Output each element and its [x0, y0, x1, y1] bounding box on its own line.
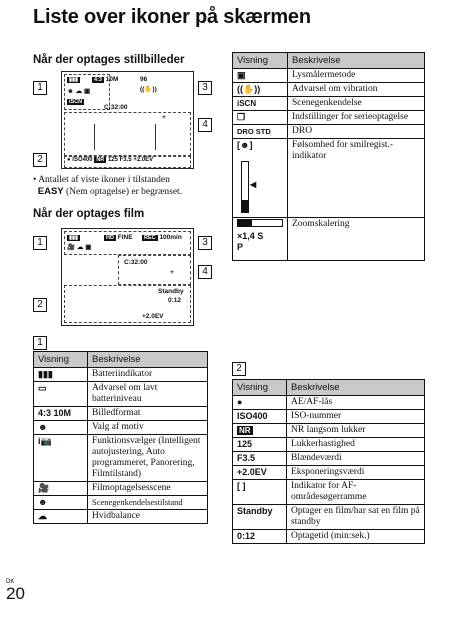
- table-row: 🎥 Filmoptagelsesscene: [34, 482, 208, 496]
- scene-recog-mode-icon: ☻: [34, 496, 88, 510]
- scene-select-icon: ☻: [34, 421, 88, 435]
- icon-table-right-top: [232, 52, 425, 261]
- table-row: Standby Optager en film/har sat en film på standby: [233, 505, 425, 530]
- table-row: ((✋)) Advarsel om vibration: [233, 83, 425, 97]
- zoom-bar-icon: [237, 219, 283, 227]
- movie-scene-icon: 🎥 ☁ ▣: [67, 244, 92, 251]
- table-row: ×1,4 S P Zoomskalering: [233, 218, 425, 261]
- zoom-scale-icon: ×1,4: [237, 231, 255, 241]
- callout-1: 1: [33, 81, 47, 95]
- movie-heading: Når der optages film: [33, 208, 145, 220]
- timer-display: C:32:00: [104, 104, 128, 111]
- table-row: 125 Lukkerhastighed: [233, 438, 425, 452]
- still-note: • Antallet af viste ikoner i tilstanden EASY (Nem optagelse) er begrænset.: [33, 175, 183, 197]
- section-2-label: 2: [232, 362, 246, 376]
- nr-icon: NR: [239, 426, 251, 435]
- table-row: ☻ Scenegenkendelsestilstand: [34, 496, 208, 510]
- page-lang: DK: [6, 579, 15, 585]
- mode-dial-icon: i📷: [34, 435, 88, 482]
- icon-table-left: Visning Beskrivelse ▮▮▮ Batteriindikator ▭ Advarsel om lavt batteriniveau 4:3 10M Billedformat ☻ Valg af motiv i📷 Funktionsvælger (Intelligent autojustering, Auto programmeret, Panorering, Filmtilstand) 🎥 Filmoptagelsesscene ☻ Scenegenkendelsestilstand ☁ Hvidbalance: [33, 351, 208, 524]
- metering-icon: ▣: [233, 69, 288, 83]
- still-screen-diagram: ▮▮▮ 4:3 10M ☻ ☁ ▣ iSCN 96 ((✋)) C:32:00 + ● ISO400 NR 125 F3.5 +2.0EV: [61, 71, 194, 169]
- table-row: 0:12 Optagetid (min:sek.): [233, 530, 425, 544]
- movie-callout-1: 1: [33, 236, 47, 250]
- movie-callout-3: 3: [198, 236, 212, 250]
- white-balance-icon: ☁: [34, 510, 88, 524]
- still-heading: Når der optages stillbilleder: [33, 54, 185, 66]
- icon-table-right-bottom: Visning Beskrivelse ● AE/AF-lås ISO400 ISO-nummer NR NR langsom lukker 125 Lukkerhastighed F3.5 Blændeværdi +2.0EV Eksponeringsværdi [ ] Indikator for AF-områdesøgerramme Standby Optager en film/har sat en film på standby 0:12 Optagetid (min:sek.): [232, 379, 425, 544]
- scene-recognition-icon: iSCN: [233, 97, 288, 111]
- smile-meter-icon: [241, 161, 249, 213]
- movie-callout-2: 2: [33, 298, 47, 312]
- table-row: ☻ Valg af motiv: [34, 421, 208, 435]
- page-number: 20: [6, 584, 25, 603]
- table-row: ● AE/AF-lås: [233, 396, 425, 410]
- table-row: +2.0EV Eksponeringsværdi: [233, 466, 425, 480]
- callout-3: 3: [198, 81, 212, 95]
- table-row: ▮▮▮ Batteriindikator: [34, 368, 208, 382]
- table-row: ☁ Hvidbalance: [34, 510, 208, 524]
- vibration-icon: ((✋)): [140, 86, 157, 93]
- table-row: 4:3 10M Billedformat: [34, 407, 208, 421]
- movie-scene-icon: 🎥: [34, 482, 88, 496]
- movie-screen-diagram: ▮▮▮ HD FINE REC 100min 🎥 ☁ ▣ C:32:00 + Standby 0:12 +2.0EV: [61, 228, 194, 326]
- af-frame: [94, 124, 156, 150]
- image-size-icon: 4:3 10M: [34, 407, 88, 421]
- table-row: NR NR langsom lukker: [233, 424, 425, 438]
- table-row: ▭ Advarsel om lavt batteriniveau: [34, 382, 208, 407]
- burst-icon: ❐: [233, 111, 288, 125]
- page-title: Liste over ikoner på skærmen: [33, 6, 311, 28]
- callout-2: 2: [33, 153, 47, 167]
- count-display: 96: [140, 76, 148, 83]
- standby-label: Standby: [158, 288, 184, 295]
- ae-af-lock-icon: ●: [233, 396, 287, 410]
- table-row: iSCN Scenegenkendelse: [233, 97, 425, 111]
- section-1-label: 1: [33, 336, 47, 350]
- table-row: ISO400 ISO-nummer: [233, 410, 425, 424]
- movie-timer: C:32:00: [124, 259, 148, 266]
- movie-callout-4: 4: [198, 265, 212, 279]
- col-visning: Visning: [233, 53, 288, 69]
- callout-4: 4: [198, 118, 212, 132]
- battery-icon: ▮▮▮: [69, 77, 79, 83]
- ev-top: +: [162, 114, 166, 121]
- table-row: [ ] Indikator for AF-områdesøgerramme: [233, 480, 425, 505]
- smile-icon: [☻]: [237, 140, 253, 150]
- table-row: F3.5 Blændeværdi: [233, 452, 425, 466]
- rec-time: 0:12: [168, 297, 182, 304]
- table-row: i📷 Funktionsvælger (Intelligent autojustering, Auto programmeret, Panorering, Filmtilstand): [34, 435, 208, 482]
- battery-icon: ▮▮▮: [34, 368, 88, 382]
- low-battery-icon: ▭: [34, 382, 88, 407]
- scene-icon: ☻ ☁ ▣: [67, 88, 91, 95]
- dro-icon: DRO STD: [233, 125, 288, 139]
- movie-ev: +2.0EV: [142, 313, 164, 320]
- col-beskrivelse: Beskrivelse: [288, 53, 425, 69]
- af-frame-icon: [ ]: [233, 480, 287, 505]
- vibration-warning-icon: ((✋)): [233, 83, 288, 97]
- table-row: DRO STD DRO: [233, 125, 425, 139]
- table-row: [☻] ◀ Følsomhed for smilregist.-indikator: [233, 139, 425, 218]
- table-row: ▣ Lysmålermetode: [233, 69, 425, 83]
- table-row: ❐ Indstillinger for serieoptagelse: [233, 111, 425, 125]
